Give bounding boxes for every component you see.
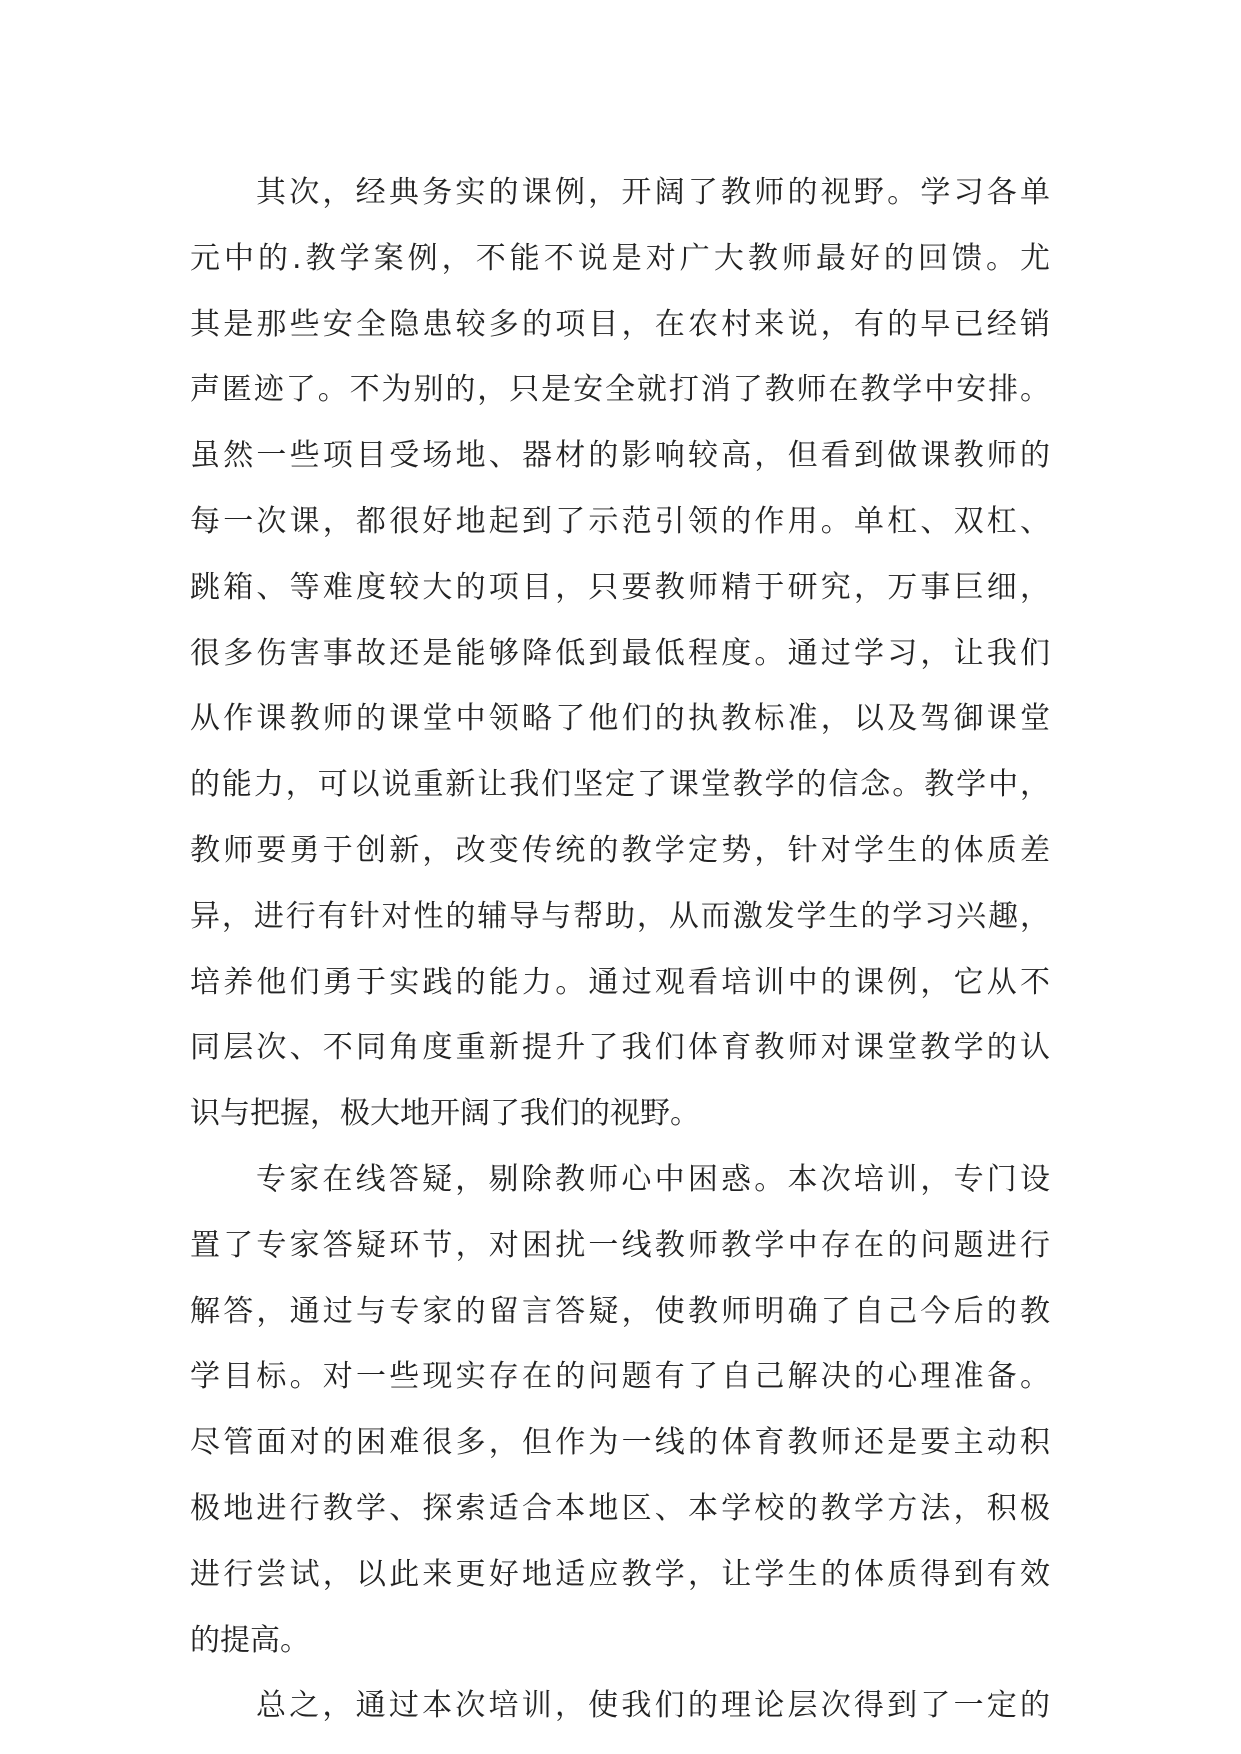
paragraph-1-line-15: 识与把握，极大地开阔了我们的视野。 bbox=[190, 1096, 700, 1132]
paragraph-1-line-2: 元中的.教学案例，不能不说是对广大教师最好的回馈。尤 bbox=[190, 240, 1050, 276]
paragraph-1-line-8: 很多伤害事故还是能够降低到最低程度。通过学习，让我们 bbox=[190, 635, 1050, 671]
paragraph-1-line-1: 其次，经典务实的课例，开阔了教师的视野。学习各单 bbox=[256, 175, 1050, 210]
paragraph-2-line-7: 进行尝试，以此来更好地适应教学，让学生的体质得到有效 bbox=[190, 1556, 1050, 1592]
paragraph-1-line-9: 从作课教师的课堂中领略了他们的执教标准，以及驾御课堂 bbox=[190, 701, 1050, 737]
paragraph-1-line-10: 的能力，可以说重新让我们坚定了课堂教学的信念。教学中， bbox=[190, 767, 1050, 803]
paragraph-1-line-11: 教师要勇于创新，改变传统的教学定势，针对学生的体质差 bbox=[190, 832, 1050, 868]
paragraph-1-line-5: 虽然一些项目受场地、器材的影响较高，但看到做课教师的 bbox=[190, 438, 1050, 474]
paragraph-1-line-7: 跳箱、等难度较大的项目，只要教师精于研究，万事巨细， bbox=[190, 569, 1050, 605]
paragraph-1-line-13: 培养他们勇于实践的能力。通过观看培训中的课例，它从不 bbox=[190, 964, 1050, 1000]
body-text bbox=[190, 160, 1050, 1739]
paragraph-2-line-5: 尽管面对的困难很多，但作为一线的体育教师还是要主动积 bbox=[190, 1425, 1050, 1461]
paragraph-1-line-14: 同层次、不同角度重新提升了我们体育教师对课堂教学的认 bbox=[190, 1030, 1050, 1066]
paragraph-2-line-3: 解答，通过与专家的留言答疑，使教师明确了自己今后的教 bbox=[190, 1293, 1050, 1329]
paragraph-1-line-3: 其是那些安全隐患较多的项目，在农村来说，有的早已经销 bbox=[190, 306, 1050, 342]
paragraph-2-line-1: 专家在线答疑，剔除教师心中困惑。本次培训，专门设 bbox=[256, 1161, 1050, 1197]
paragraph-1-line-12: 异，进行有针对性的辅导与帮助，从而激发学生的学习兴趣， bbox=[190, 898, 1050, 934]
paragraph-2-line-6: 极地进行教学、探索适合本地区、本学校的教学方法，积极 bbox=[190, 1490, 1050, 1526]
paragraph-2-line-4: 学目标。对一些现实存在的问题有了自己解决的心理准备。 bbox=[190, 1359, 1050, 1395]
paragraph-2-line-2: 置了专家答疑环节，对困扰一线教师教学中存在的问题进行 bbox=[190, 1227, 1050, 1263]
paragraph-3-line-1: 总之，通过本次培训，使我们的理论层次得到了一定的 bbox=[256, 1688, 1050, 1724]
paragraph-1-line-6: 每一次课，都很好地起到了示范引领的作用。单杠、双杠、 bbox=[190, 503, 1050, 539]
paragraph-1-line-4: 声匿迹了。不为别的，只是安全就打消了教师在教学中安排。 bbox=[190, 372, 1050, 408]
paragraph-2-line-8: 的提高。 bbox=[190, 1622, 310, 1658]
